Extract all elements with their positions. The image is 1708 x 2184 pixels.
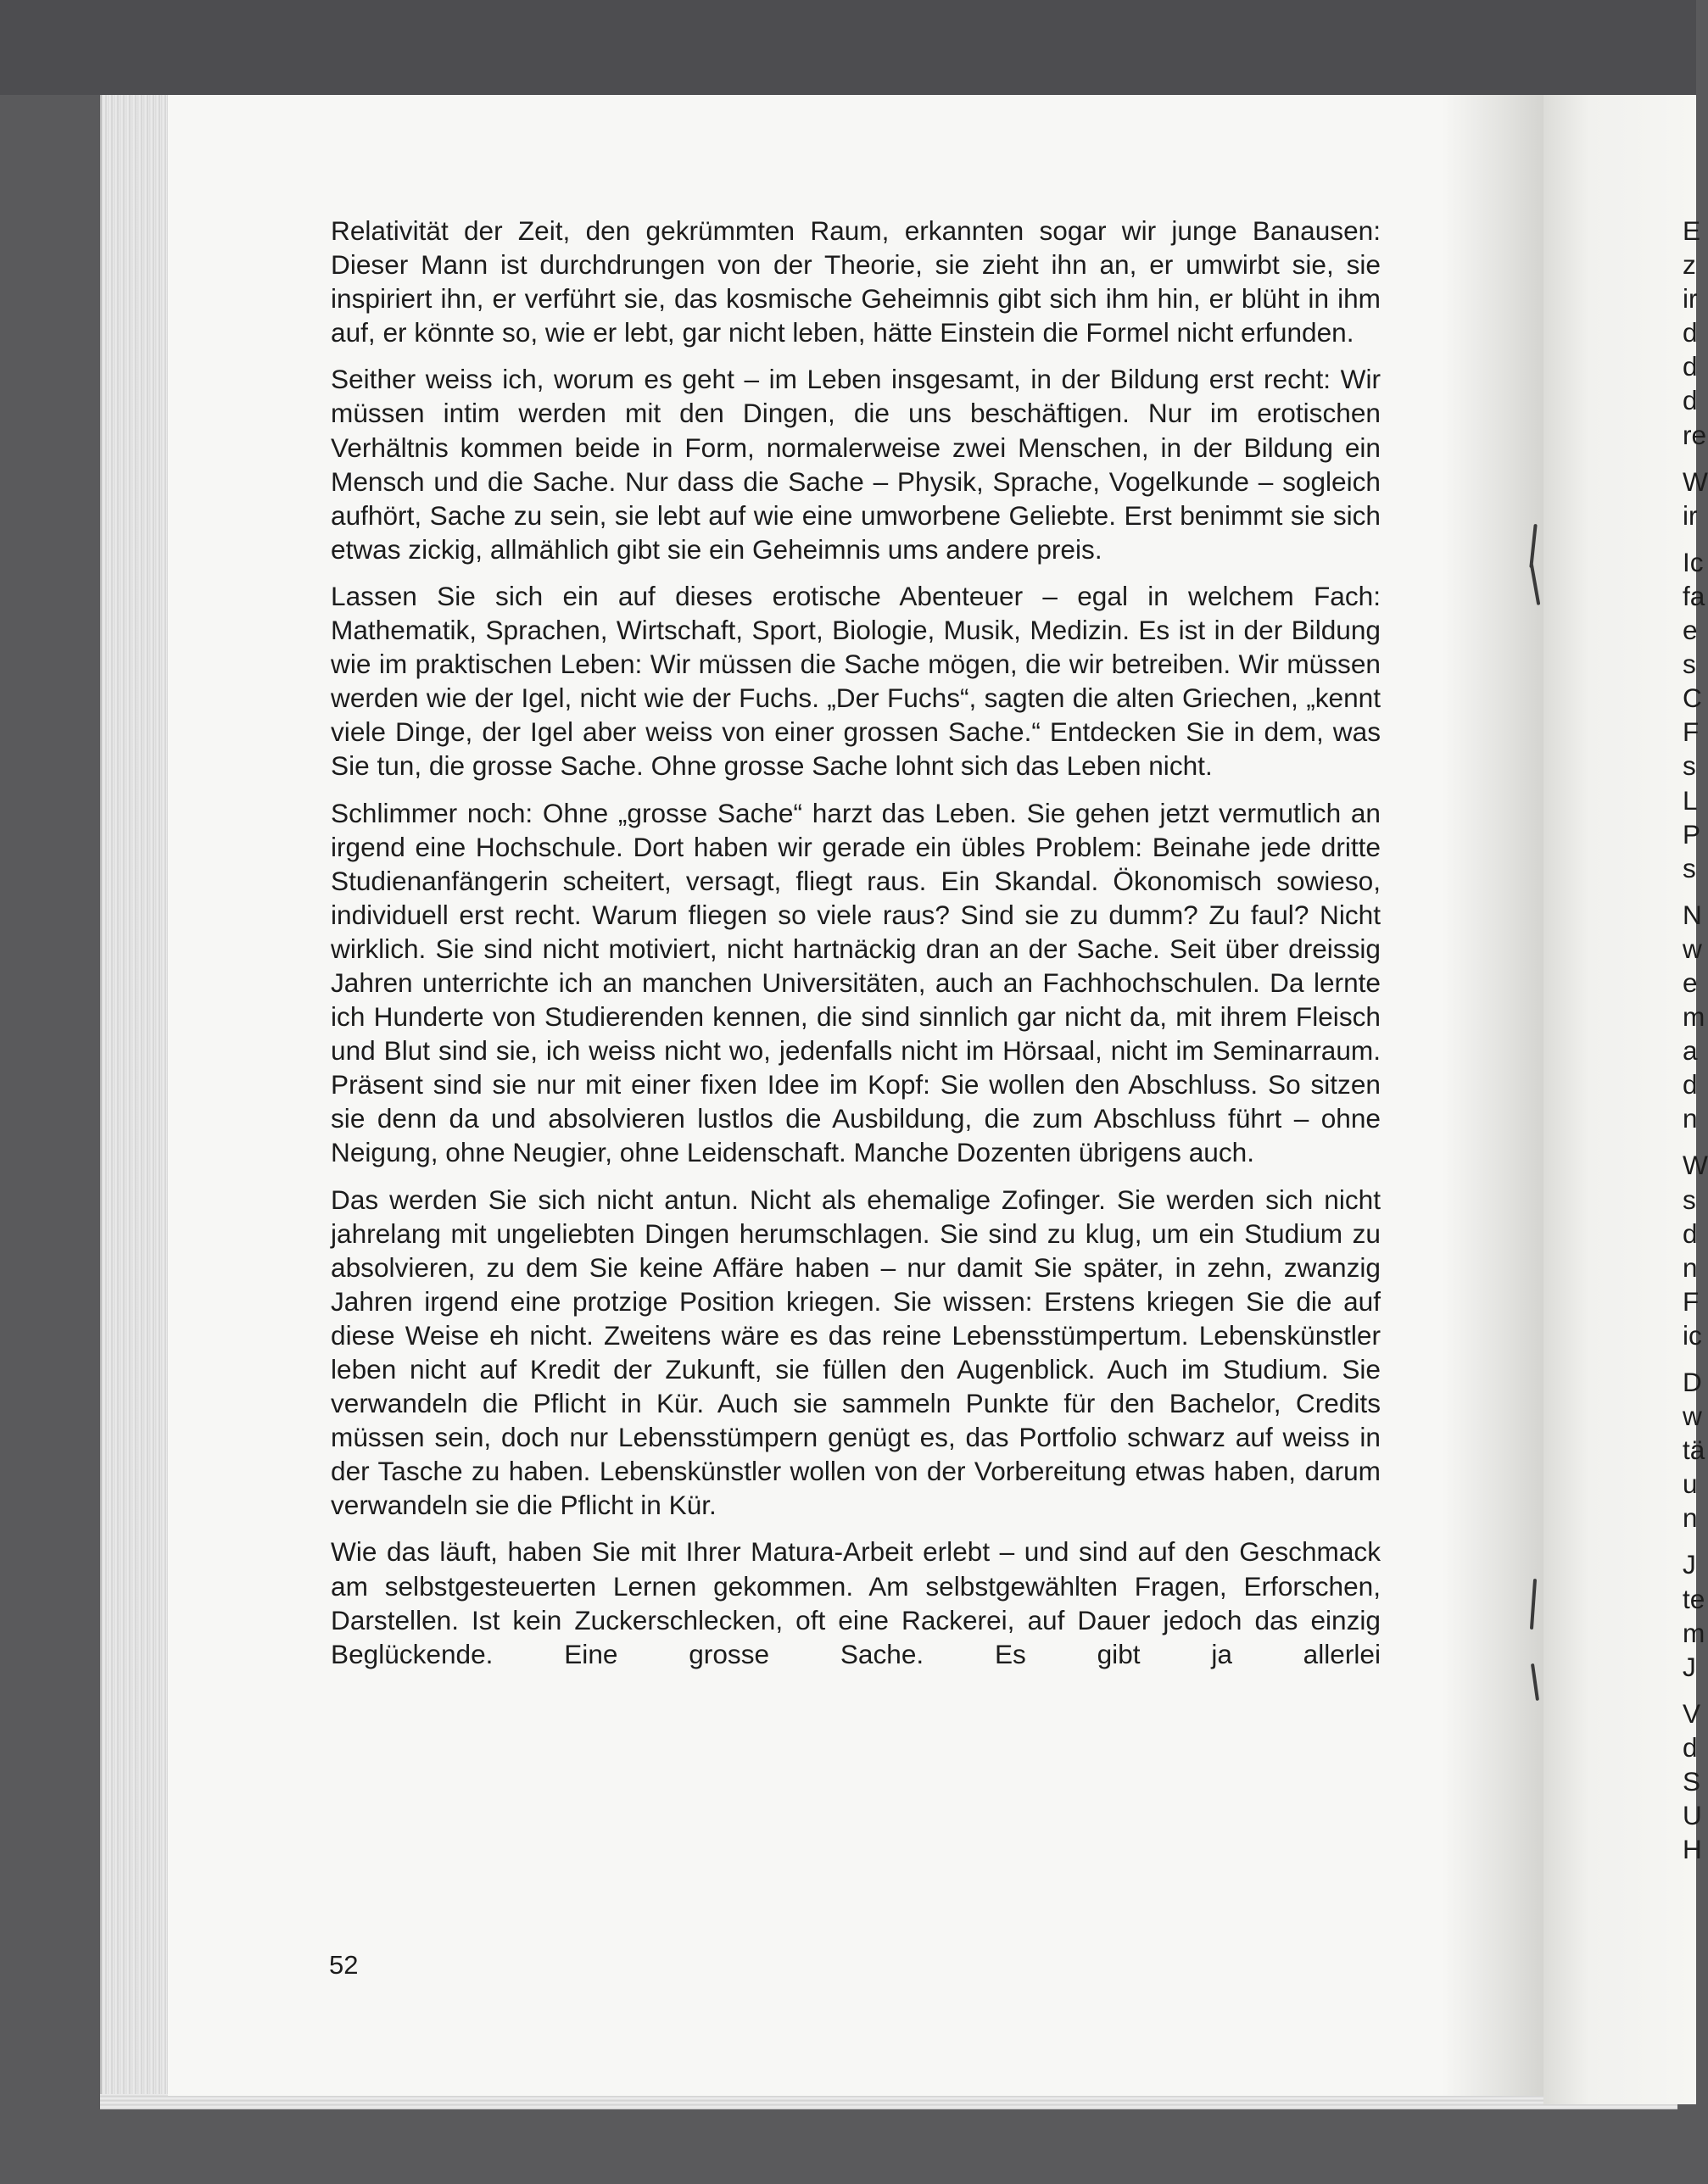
paragraph-gap <box>1683 1352 1696 1365</box>
scanner-background <box>0 0 1696 95</box>
right-page-line-fragment: a <box>1683 1035 1698 1067</box>
paragraph: Seither weiss ich, worum es geht – im Leben insgesamt, in der Bildung erst recht: Wir müssen intim werden mit den Dingen, die uns beschäftigen. Nur im erotischen Verhältnis kommen beide in Form, normalerweise zwei Menschen, in der Bildung ein Mensch und die Sache. Nur dass die Sache – Physik, Sprache, Vogelkunde – sogleich aufhört, Sache zu sein, sie lebt auf wie eine umworbene Geliebte. Erst benimmt sie sich etwas zickig, allmählich gibt sie ein Geheimnis ums andere preis. <box>331 364 1381 565</box>
right-page-line-fragment: D <box>1683 1367 1702 1397</box>
right-page-line-fragment: d <box>1683 385 1698 416</box>
right-page-line-fragment: S <box>1683 1766 1701 1797</box>
right-page-line-fragment: F <box>1683 1285 1700 1317</box>
body-text <box>331 214 1381 1684</box>
right-page-line-fragment: ir <box>1683 283 1698 315</box>
right-page-line-fragment: s <box>1683 1184 1696 1215</box>
paragraph: Relativität der Zeit, den gekrümmten Raum, erkannten sogar wir junge Banausen: Dieser Mann ist durchdrungen von der Theorie, sie zieht ihn an, er umwirbt sie, sie inspiriert ihn, er verführt sie, das kosmische Geheimnis gibt sich ihm hin, er blüht in ihm auf, er könnte so, wie er lebt, gar nicht leben, hätte Einstein die Formel nicht erfunden. <box>331 215 1381 348</box>
right-page-line-fragment: H <box>1683 1834 1702 1865</box>
paragraph: Lassen Sie sich ein auf dieses erotische Abenteuer – egal in welchem Fach: Mathematik, Sprachen, Wirtschaft, Sport, Biologie, Musik, Medizin. Es ist in der Bildung wie im praktischen Leben: Wir müssen die Sache mögen, die wir betreiben. Wir müssen werden wie der Igel, nicht wie der Fuchs. „Der Fuchs“, sagten die alten Griechen, „kennt viele Dinge, der Igel aber weiss von einer grossen Sache.“ Entdecken Sie in dem, was Sie tun, die grosse Sache. Ohne grosse Sache lohnt sich das Leben nicht. <box>331 580 1381 782</box>
right-page-line-fragment: n <box>1683 1251 1698 1283</box>
paragraph: Schlimmer noch: Ohne „grosse Sache“ harzt das Leben. Sie gehen jetzt vermutlich an irgend eine Hochschule. Dort haben wir gerade ein übles Problem: Beinahe jede dritte Studienanfängerin scheitert, versagt, fliegt raus. Ein Skandal. Ökonomisch sowieso, individuell erst recht. Warum fliegen so viele raus? Sind sie zu dumm? Zu faul? Nicht wirklich. Sie sind nicht motiviert, nicht hartnäckig dran an der Sache. Seit über dreissig Jahren unterrichte ich an manchen Universitäten, auch an Fachhochschulen. Da lernte ich Hunderte von Studierenden kennen, die sind sinnlich gar nicht da, mit ihrem Fleisch und Blut sind sie, ich weiss nicht wo, jedenfalls nicht im Hörsaal, nicht im Seminarraum. Präsent sind sie nur mit einer fixen Idee im Kopf: Sie wollen den Abschluss. So sitzen sie denn da und absolvieren lustlos die Ausbildung, die zum Abschluss führt – ohne Neigung, ohne Neugier, ohne Leidenschaft. Manche Dozenten übrigens auch. <box>331 797 1381 1168</box>
paragraph-gap <box>1683 452 1696 465</box>
right-page-line-fragment: P <box>1683 818 1701 850</box>
paragraph-gap <box>1683 532 1696 545</box>
right-page <box>1543 95 1708 2104</box>
right-page-line-fragment: s <box>1683 750 1696 782</box>
right-page-line-fragment: n <box>1683 1502 1698 1534</box>
right-page-line-fragment: m <box>1683 1617 1705 1648</box>
right-page-line-fragment: d <box>1683 351 1698 382</box>
right-page-line-fragment: ic <box>1683 1319 1702 1351</box>
paragraph-gap <box>1683 885 1696 898</box>
right-page-line-fragment: U <box>1683 1800 1702 1831</box>
right-page-line-fragment: re <box>1683 419 1707 450</box>
right-page-line-fragment: m <box>1683 1001 1705 1033</box>
book-gutter-shadow <box>1442 95 1543 2096</box>
right-page-line-fragment: te <box>1683 1583 1705 1614</box>
right-page-line-fragment: J <box>1683 1651 1696 1682</box>
right-page-line-fragment: C <box>1683 682 1702 714</box>
right-page-line-fragment: d <box>1683 317 1698 348</box>
paragraph: Das werden Sie sich nicht antun. Nicht als ehemalige Zofinger. Sie werden sich nicht jahrelang mit ungeliebten Dingen herumschlagen. Sie sind zu klug, um ein Studium zu absolvieren, zu dem Sie keine Affäre haben – nur damit Sie später, in zehn, zwanzig Jahren irgend eine protzige Position kriegen. Sie wissen: Erstens kriegen Sie die auf diese Weise eh nicht. Zweitens wäre es das reine Lebensstümpertum. Lebenskünstler leben nicht auf Kredit der Zukunft, sie füllen den Augenblick. Auch im Studium. Sie verwandeln die Pflicht in Kür. Auch sie sammeln Punkte für den Bachelor, Credits müssen sein, doch nur Lebensstümpern genügt es, das Portfolio schwarz auf weiss in der Tasche zu haben. Lebenskünstler wollen von der Vorbereitung etwas haben, darum verwandeln sie die Pflicht in Kür. <box>331 1184 1381 1521</box>
right-page-line-fragment: W <box>1683 465 1708 497</box>
right-page-line-fragment: E <box>1683 215 1701 246</box>
right-page-line-fragment: fa <box>1683 580 1705 611</box>
right-page-line-fragment: s <box>1683 649 1696 680</box>
right-page-line-fragment: ir <box>1683 499 1698 531</box>
book-page-edges <box>100 95 173 2101</box>
right-page-line-fragment: W <box>1683 1150 1708 1181</box>
right-page-line-fragment: d <box>1683 1069 1698 1100</box>
book-page-edges-bottom <box>100 2094 1677 2109</box>
paragraph-gap <box>1683 1684 1696 1696</box>
right-page-text-fragments <box>1683 214 1708 1866</box>
right-page-line-fragment: V <box>1683 1697 1701 1729</box>
right-page-line-fragment: e <box>1683 615 1698 646</box>
right-page-line-fragment: z <box>1683 249 1696 281</box>
paragraph-gap <box>1683 1135 1696 1148</box>
right-page-line-fragment: n <box>1683 1103 1698 1134</box>
right-page-line-fragment: u <box>1683 1468 1698 1500</box>
right-page-line-fragment: N <box>1683 899 1702 930</box>
paragraph: Wie das läuft, haben Sie mit Ihrer Matura-Arbeit erlebt – und sind auf den Geschmack am selbstgesteuerten Lernen gekommen. Am selbstgewählten Fragen, Erforschen, Darstellen. Ist kein Zuckerschlecken, oft eine Rackerei, auf Dauer jedoch das einzig Beglückende. Eine grosse Sache. Es gibt ja allerlei <box>331 1536 1381 1669</box>
right-page-line-fragment: d <box>1683 1731 1698 1763</box>
paragraph-gap <box>1683 1535 1696 1547</box>
right-page-line-fragment: e <box>1683 967 1698 998</box>
right-page-line-fragment: Ic <box>1683 546 1704 577</box>
right-page-line-fragment: F <box>1683 716 1700 748</box>
right-page-line-fragment: s <box>1683 852 1696 883</box>
page-number: 52 <box>329 1950 359 1980</box>
right-page-line-fragment: tä <box>1683 1435 1705 1466</box>
right-page-line-fragment: w <box>1683 1401 1702 1432</box>
right-page-line-fragment: L <box>1683 784 1698 816</box>
right-page-line-fragment: d <box>1683 1217 1698 1249</box>
right-page-line-fragment: w <box>1683 933 1702 964</box>
right-page-line-fragment: J <box>1683 1549 1696 1580</box>
